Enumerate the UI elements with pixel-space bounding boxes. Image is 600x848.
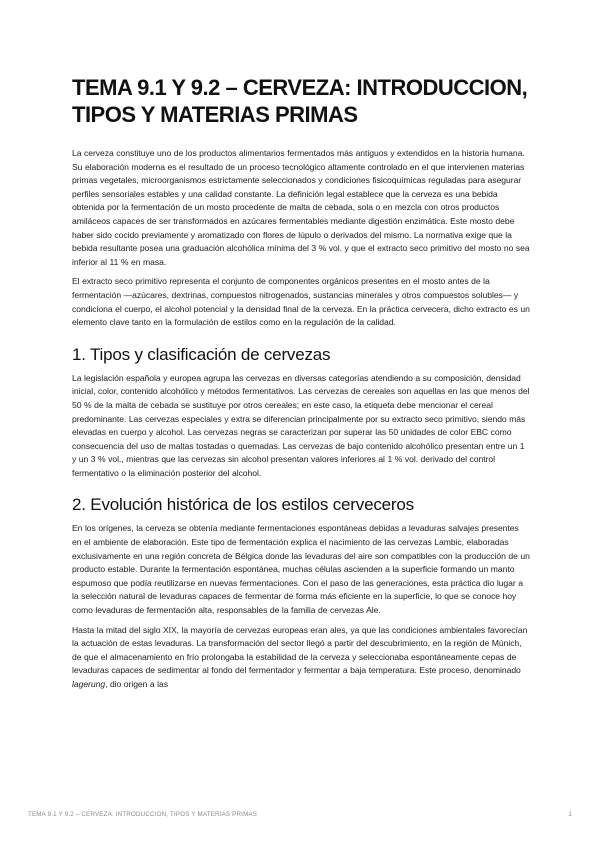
- document-page: [72, 74, 530, 698]
- intro-paragraph-2: El extracto seco primitivo representa el conjunto de componentes orgánicos presentes en el mosto antes de la fermentación —azúcares, dextrinas, compuestos nitrogenados, sustancias minerales y otros compuestos solubles— y condiciona el cuerpo, el alcohol potencial y la densidad final de la cerveza. En la práctica cervecera, dicho extracto es un elemento clave tanto en la formulación de estilos como en la regulación de la calidad.: [72, 276, 530, 328]
- section-2-paragraph-1: En los orígenes, la cerveza se obtenía mediante fermentaciones espontáneas debidas a levaduras salvajes presentes en el ambiente de elaboración. Este tipo de fermentación explica el nacimiento de las cervezas Lambic, elaboradas exclusivamente en una región concreta de Bélgica donde las levaduras del aire son compatibles con la producción de un producto estable. Durante la fermentación espontánea, muchas células ascienden a la superficie formando un manto espumoso que podía reutilizarse en nuevas fermentaciones. Con el paso de las generaciones, esta práctica dio lugar a la selección natural de levaduras capaces de fermentar de forma más eficiente en la superficie, lo que se conoce hoy como levaduras de fermentación alta, responsables de la familia de cervezas Ale.: [72, 523, 530, 616]
- footer-page-number: 1: [568, 811, 572, 818]
- section-1-heading: 1. Tipos y clasificación de cervezas: [72, 344, 331, 364]
- document-title: TEMA 9.1 Y 9.2 – CERVEZA: INTRODUCCION, TIPOS Y MATERIAS PRIMAS: [72, 75, 528, 127]
- section-1-paragraph: La legislación española y europea agrupa las cervezas en diversas categorías atendiendo a su composición, densidad inicial, color, contenido alcohólico y métodos fermentativos. Las cervezas de cereales son aquellas en las que menos del 50 % de la malta de cebada se sustituye por otros cereales; en este caso, la etiqueta debe mencionar el cereal predominante. Las cervezas especiales y extra se diferencian principalmente por su extracto seco primitivo, siendo más elevadas en cuerpo y alcohol. Las cervezas negras se caracterizan por superar las 50 unidades de color EBC como consecuencia del uso de maltas tostadas o quemadas. Las cervezas de bajo contenido alcohólico presentan entre un 1 y un 3 % vol., mientras que las cervezas sin alcohol presentan valores inferiores al 1 % vol. derivado del control fermentativo o la eliminación posterior del alcohol.: [72, 372, 530, 478]
- footer-running-title: TEMA 9.1 Y 9.2 – CERVEZA: INTRODUCCION, TIPOS Y MATERIAS PRIMAS: [28, 811, 258, 818]
- section-2-heading: 2. Evolución histórica de los estilos cerveceros: [72, 495, 414, 515]
- lagerung-term: lagerung: [72, 679, 106, 689]
- intro-paragraph-1: La cerveza constituye uno de los productos alimentarios fermentados más antiguos y extendidos en la historia humana. Su elaboración moderna es el resultado de un proceso tecnológico altamente controlado en el que intervienen materias primas vegetales, microorganismos estrictamente seleccionados y condiciones fisicoquímicas reguladas para asegurar perfiles sensoriales estables y una calidad constante. La definición legal establece que la cerveza es una bebida obtenida por la fermentación de un mosto procedente de malta de cebada, sola o en mezcla con otros productos amiláceos capaces de ser transformados en azúcares fermentables mediante digestión enzimática. Este mosto debe haber sido cocido previamente y aromatizado con flores de lúpulo o derivados del mismo. La normativa exige que la bebida resultante posea una graduación alcohólica mínima del 3 % vol. y que el extracto seco primitivo del mosto no sea inferior al 11 % en masa.: [72, 148, 530, 267]
- section-2-paragraph-2-text-a: Hasta la mitad del siglo XIX, la mayoría de cervezas europeas eran ales, ya que las condiciones ambientales favorecían la actuación de estas levaduras. La transformación del sector llegó a partir del descubrimiento, en la región de Múnich, de que el almacenamiento en frío prolongaba la estabilidad de la cerveza y seleccionaba espontáneamente cepas de levaduras capaces de sedimentar al fondo del fermentador y fermentar a baja temperatura. Este proceso, denominado: [72, 624, 528, 676]
- section-2-paragraph-2: [72, 624, 530, 692]
- page-footer: [28, 811, 572, 818]
- section-2-paragraph-2-text-b: , dio origen a las: [105, 679, 169, 689]
